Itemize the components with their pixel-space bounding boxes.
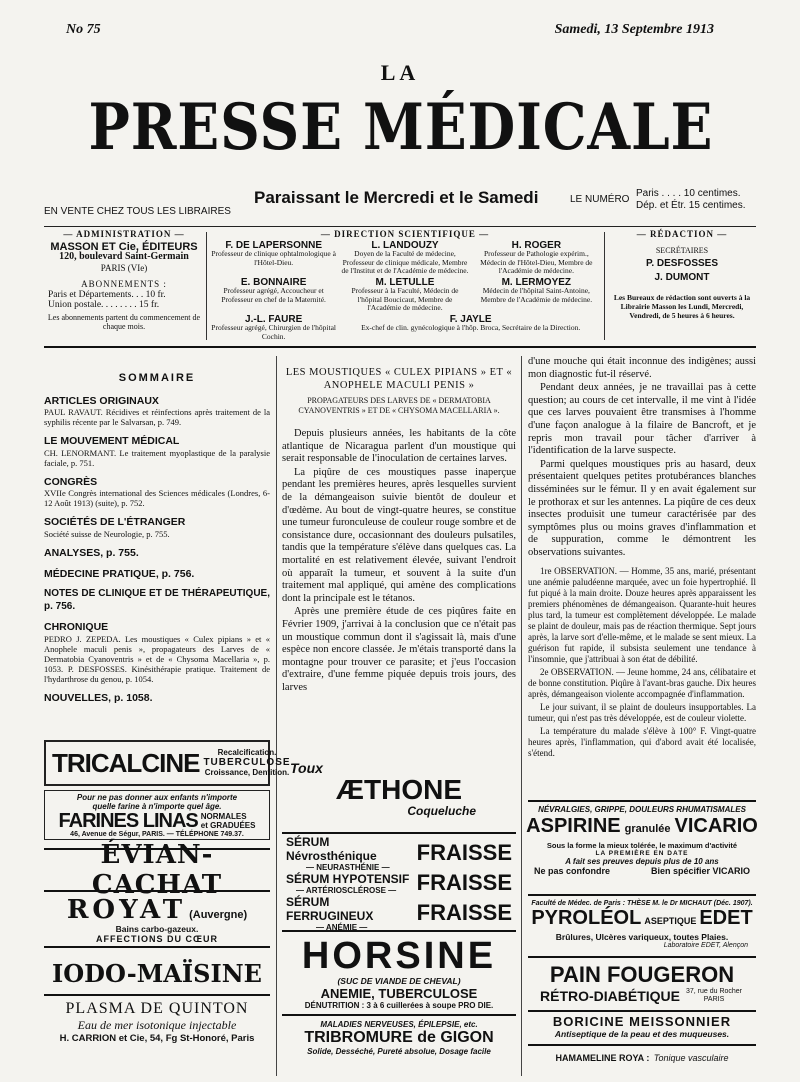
administration-heading: — ADMINISTRATION —	[63, 229, 185, 239]
article-column-2	[528, 356, 756, 794]
publisher-city: PARIS (VIe)	[100, 262, 148, 273]
redaction-block	[608, 229, 756, 345]
boricine-name: BORICINE MEISSONNIER	[552, 1014, 732, 1029]
director-2: L. LANDOUZY Doyen de la Faculté de médecine, Professeur de clinique médicale, Membre de l'Institut et de l'Académie de médecine.	[341, 239, 469, 275]
pain-name: PAIN FOUGERON	[549, 962, 735, 987]
horsine-line: (SUC DE VIANDE DE CHEVAL)	[337, 976, 461, 986]
masthead-la: LA	[380, 60, 420, 85]
article-subtitle: PROPAGATEURS DES LARVES DE « DERMATOBIA CYANOVENTRIS » ET DE « CHYSOMA MACELLARIA ».	[298, 396, 500, 415]
secretary-2: J. DUMONT	[654, 271, 710, 283]
pyroleol-top: Faculté de Médec. de Paris : THÈSE M. le Dr MICHAUT (Déc. 1907).	[531, 900, 753, 907]
royat-line: Bains carbo-gazeux.	[115, 924, 199, 934]
ad-plasma-quinton	[44, 1000, 270, 1060]
ad-evian	[44, 840, 270, 900]
aspirine-line: Ne pas confondre	[534, 866, 611, 876]
ad-iodo-maisine	[44, 952, 270, 996]
horsine-name: HORSINE	[301, 935, 497, 977]
subs-union: Union postale. . . . . . . . 15 fr.	[48, 300, 160, 310]
director-1: F. DE LAPERSONNE Professeur de clinique ophtalmologique à l'Hôtel-Dieu.	[211, 239, 336, 267]
redaction-heading: — RÉDACTION —	[636, 229, 728, 239]
aspirine-brand: VICARIO	[674, 815, 758, 837]
boricine-line: Antiseptique de la peau et des muqueuses.	[554, 1029, 730, 1039]
sommaire-item: NOTES DE CLINIQUE ET DE THÉRAPEUTIQUE, p. 756.	[44, 588, 270, 612]
ad-serums-fraisse	[282, 832, 516, 932]
observations	[528, 566, 756, 759]
pyroleol-brand: EDET	[699, 907, 753, 929]
pyroleol-line: Brûlures, Ulcères variqueux, toutes Plaies.	[555, 932, 729, 942]
pain-line: RÉTRO-DIABÉTIQUE	[540, 988, 680, 1004]
royat-line: AFFECTIONS DU CŒUR	[96, 934, 218, 944]
header-bottom-rule	[44, 346, 756, 348]
observation: 2e OBSERVATION. — Jeune homme, 24 ans, célibataire et de bonne constitution. Piqûre à l'avant-bras gauche. Dix heures après, démangeaison violente accompagnée d'inflammation.	[528, 666, 756, 699]
header-separator	[206, 232, 207, 340]
ad-boricine	[528, 1014, 756, 1046]
tribromure-top: MALADIES NERVEUSES, ÉPILEPSIE, etc.	[320, 1020, 478, 1029]
tricalcine-line: Recalcification.	[217, 748, 277, 757]
royat-name: ROYAT	[66, 895, 187, 925]
aspirine-top: NÉVRALGIES, GRIPPE, DOULEURS RHUMATISMALES	[538, 805, 746, 814]
subscriptions-title: ABONNEMENTS :	[81, 279, 167, 289]
article-column-1	[282, 366, 516, 754]
farines-address: 46, Avenue de Ségur, PARIS. — TÉLÉPHONE 749.37.	[70, 831, 244, 838]
aethone-tag: Coqueluche	[407, 804, 476, 818]
sommaire-item: LE MOUVEMENT MÉDICAL CH. LENORMANT. Le traitement myoplastique de la paralysie faciale, p. 751.	[44, 435, 270, 468]
ad-pyroleol-edet	[528, 900, 756, 958]
royat-tag: (Auvergne)	[189, 909, 248, 921]
serum-row: SÉRUM Névrosthénique — NEURASTHÉNIE — FRAISSE	[286, 834, 512, 872]
plasma-name: PLASMA DE QUINTON	[65, 1000, 249, 1017]
direction-block	[210, 229, 600, 345]
publisher-name: MASSON ET Cie, ÉDITEURS	[50, 240, 198, 253]
price-departements: Dép. et Étr. 15 centimes.	[636, 200, 746, 211]
pyroleol-line: Laboratoire EDET, Alençon	[663, 942, 748, 949]
ad-pain-fougeron	[528, 962, 756, 1012]
pyroleol-mid: ASEPTIQUE	[644, 916, 697, 926]
sommaire	[44, 368, 270, 738]
tribromure-bottom: Solide, Desséché, Pureté absolue, Dosage facile	[307, 1047, 491, 1056]
director-3: H. ROGER Professeur de Pathologie expérim., Médecin de l'Hôtel-Dieu, Membre de l'Académie de médecine.	[480, 239, 593, 275]
plasma-line: Eau de mer isotonique injectable	[77, 1018, 237, 1032]
sales-note: EN VENTE CHEZ TOUS LES LIBRAIRES	[44, 206, 231, 217]
director-4: E. BONNAIRE Professeur agrégé, Accoucheur et Professeur en chef de la Maternité.	[221, 276, 326, 304]
aspirine-line: Bien spécifier VICARIO	[650, 866, 750, 876]
publisher-address: 120, boulevard Saint-Germain	[59, 251, 189, 262]
article-paragraph: La piqûre de ces moustiques passe inaperçue pendant les premières heures, après lesquelles survient de la démangeaison suivie bientôt de douleur et d'œdème. Au bout de vingt-quatre heures, se constitue une tumeur furonculeuse de couleur rouge sombre et de consistance dure, occasionnant des douleurs pulsatiles, tandis que la température s'élève dans quelques cas. La mortalité en est relativement élevée, suivant l'endroit où apparaît la tumeur, et souvent à la suite d'un traitement mal appliqué, qui amène des complications dont la principale est le tétanos.	[282, 466, 516, 604]
ad-aethone	[282, 760, 516, 828]
aspirine-line: LA PREMIÈRE EN DATE	[595, 850, 689, 857]
sommaire-item: CHRONIQUE PEDRO J. ZEPEDA. Les moustiques « Culex pipians » et « Anophele maculi penis », propagateurs des Larves de « Dermatobia Cyanoventris » et de « Chysoma Macellaria », p. 1053. P. DESFOSSES. Kinésithérapie pratique. Traitement de l'hydarthrose du genou, p. 1054.	[44, 621, 270, 684]
aspirine-line: A fait ses preuves depuis plus de 10 ans	[565, 857, 719, 866]
serum-row: SÉRUM FERRUGINEUX — ANÉMIE — FRAISSE	[286, 894, 512, 932]
article-paragraph: Parmi quelques moustiques pris au hasard, deux présentaient quelques petites protubérances blanches disséminées sur le fémur. Il y en avait également sur le prothorax et sur les antennes. La piqûre de ces deux insectes produisit une tumeur caractérisée par des symptômes plus ou moins graves d'inflammation et de suppuration, comme le démontrent les observations suivantes.	[528, 458, 756, 558]
aethone-name: ÆTHONE	[336, 774, 462, 805]
sommaire-item: NOUVELLES, p. 1058.	[44, 691, 153, 704]
direction-heading: — DIRECTION SCIENTIFIQUE —	[320, 229, 490, 239]
director-5: M. LETULLE Professeur à la Faculté, Médecin de l'hôpital Boucicaut, Membre de l'Académie de médecine.	[351, 276, 459, 312]
ad-aspirine-vicario	[528, 800, 756, 896]
header-separator	[604, 232, 605, 340]
pain-address: 37, rue du Rocher PARIS	[685, 988, 743, 1003]
column-separator	[276, 356, 277, 1076]
aethone-top: Toux	[290, 760, 323, 776]
ad-hamameline	[528, 1048, 756, 1066]
sommaire-item: ARTICLES ORIGINAUX PAUL RAVAUT. Récidives et réinfections après traitement de la syphilis récente par le Salvarsan, p. 749.	[44, 394, 270, 428]
evian-name: ÉVIAN-CACHAT	[91, 840, 223, 900]
header-top-rule	[44, 226, 756, 227]
issue-date: Samedi, 13 Septembre 1913	[554, 22, 714, 37]
hamameline-name: HAMAMELINE ROYA :	[555, 1053, 650, 1063]
article-title: LES MOUSTIQUES « CULEX PIPIANS » ET « ANOPHELE MACULI PENIS »	[285, 367, 513, 391]
sommaire-item: CONGRÈS XVIIe Congrès international des Sciences médicales (Londres, 6-12 Août 1913) (suite), p. 752.	[44, 475, 270, 509]
pyroleol-name: PYROLÉOL	[531, 907, 642, 929]
farines-label: NORMALES	[200, 812, 247, 821]
sommaire-item: ANALYSES, p. 755.	[44, 546, 139, 559]
farines-top: Pour ne pas donner aux enfants n'importe	[76, 793, 238, 802]
top-line	[66, 22, 714, 38]
tricalcine-line: Croissance, Dentition.	[204, 768, 290, 777]
ad-tribromure	[282, 1020, 516, 1064]
masthead-subtitle: Paraissant le Mercredi et le Samedi	[254, 188, 539, 207]
sommaire-title: SOMMAIRE	[118, 372, 196, 384]
farines-label: et GRADUÉES	[200, 821, 256, 830]
ad-tricalcine	[44, 740, 291, 786]
horsine-line: DÉNUTRITION : 3 à 6 cuillerées à soupe PRO DIE.	[304, 1001, 494, 1010]
price-paris: Paris . . . . 10 centimes.	[636, 188, 741, 199]
article-paragraph: d'une mouche qui était inconnue des indigènes; aussi mon diagnostic fut-il réservé.	[528, 356, 756, 380]
sommaire-item: MÉDECINE PRATIQUE, p. 756.	[44, 567, 195, 580]
plasma-line: H. CARRION et Cie, 54, Fg St-Honoré, Paris	[59, 1033, 255, 1044]
masthead-title: PRESSE MÉDICALE	[88, 90, 714, 165]
price-label: LE NUMÉRO	[570, 194, 630, 205]
aspirine-line: Sous la forme la mieux tolérée, le maximum d'activité	[546, 841, 738, 850]
tribromure-name: TRIBROMURE de GIGON	[304, 1029, 494, 1046]
ad-royat	[44, 896, 270, 948]
tricalcine-line: TUBERCULOSE	[203, 757, 291, 768]
article-paragraph: Pendant deux années, je ne travaillai pas à cette question; au cours de cet intervalle, il me vint à l'idée que ces larves pouvaient être transmises à l'homme d'une façon analogue à la filaire de Bancroft, et je repris mon travail pour tâcher d'arriver à l'identification de la larve suspecte.	[528, 382, 756, 457]
serum-row: SÉRUM HYPOTENSIF — ARTÉRIOSCLÉROSE — FRAISSE	[286, 870, 512, 895]
issue-number: No 75	[66, 22, 101, 37]
sommaire-item: SOCIÉTÉS DE L'ÉTRANGER Société suisse de Neurologie, p. 755.	[44, 516, 186, 539]
director-8: F. JAYLE Ex-chef de clin. gynécologique à l'hôp. Broca, Secrétaire de la Direction.	[361, 313, 581, 332]
subs-note: Les abonnements partent du commencement de chaque mois.	[47, 312, 201, 331]
iodo-name: IODO-MAÏSINE	[52, 958, 262, 988]
farines-top: quelle farine à n'importe quel âge.	[92, 802, 222, 811]
ad-horsine	[282, 936, 516, 1016]
observation: 1re OBSERVATION. — Homme, 35 ans, marié, présentant une anémie paludéenne marquée, avec un foie hypertrophié. Il fut piqué à la main droite. Douze heures après apparaissent les premiers phénomènes de démangeaison. Quarante-huit heures plus tard, la tumeur est complètement développée. Le malade se plaint de douleur, mais pas de réaction thermique. Sept jours après, la larve sort d'elle-même, et le malade se sent mieux. La guérison fut rapide, il subsista seulement une tendance à l'insomnie, que j'attribuai à son état de débilité.	[528, 565, 756, 664]
observation: Le jour suivant, il se plaint de douleurs insupportables. La tumeur, qui n'est pas très développée, est de couleur violette.	[528, 701, 756, 723]
article-paragraph: Après une première étude de ces piqûres faite en Février 1909, j'arrivai à la conclusion que ce n'était pas un moustique commun dont il s'agissait là, mais d'une espèce non encore classée. Je m'étais transporté dans la montagne pour trouver ce parasite; et j'eus l'occasion d'extraire, d'une femme piquée depuis trois jours, des larves	[282, 606, 516, 693]
aspirine-name: ASPIRINE	[526, 815, 621, 837]
redaction-note: Les Bureaux de rédaction sont ouverts à la Librairie Masson les Lundi, Mercredi, Vendredi, de 5 heures à 6 heures.	[613, 293, 751, 320]
observation: La température du malade s'élève à 100° F. Vingt-quatre heures après, l'inflammation, qui d'abord avait été localisée, s'étend.	[528, 725, 756, 758]
farines-name: FARINES LINAS	[58, 810, 198, 832]
column-separator	[521, 356, 522, 1076]
horsine-line: ANEMIE, TUBERCULOSE	[320, 986, 478, 1001]
hamameline-tag: Tonique vasculaire	[653, 1053, 729, 1063]
secretary-1: P. DESFOSSES	[645, 258, 719, 269]
price-list	[636, 188, 746, 212]
ad-farines-linas	[44, 790, 270, 840]
director-7: J.-L. FAURE Professeur agrégé, Chirurgien de l'hôpital Cochin.	[211, 313, 337, 341]
tricalcine-name: TRICALCINE	[52, 747, 200, 778]
secretaires-label: SECRÉTAIRES	[655, 245, 709, 255]
administration-block	[44, 229, 204, 345]
subs-paris: Paris et Départements. . . 10 fr.	[48, 289, 166, 300]
director-6: M. LERMOYEZ Médecin de l'hôpital Saint-Antoine, Membre de l'Académie de médecine.	[480, 276, 593, 304]
article-paragraph: Depuis plusieurs années, les habitants de la côte atlantique de Nicaragua parlent d'un moustique qui serait responsable de l'inoculation de certaines larves.	[282, 428, 516, 465]
aspirine-mid: granulée	[624, 823, 671, 835]
